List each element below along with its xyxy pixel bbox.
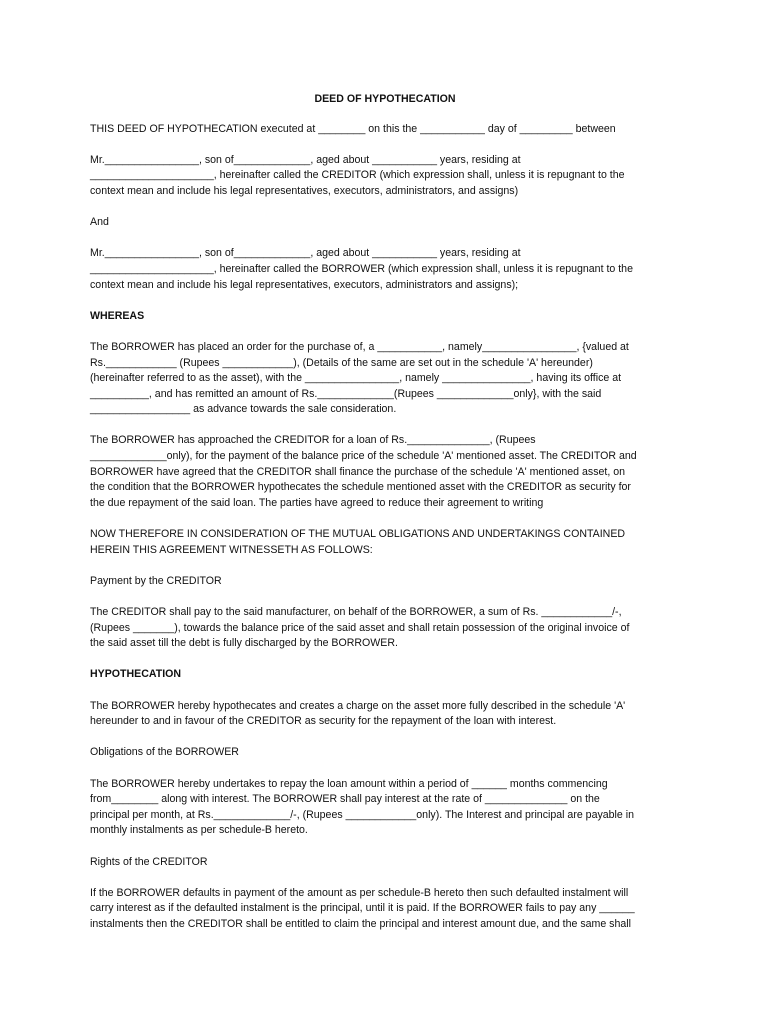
loan-paragraph: The BORROWER has approached the CREDITOR for a loan of Rs.______________, (Rupees _____________only), for the payment of the balance price of the schedule 'A' mentioned asset. The CREDITOR and BORROWER have agreed that the CREDITOR shall finance the purchase of the schedule 'A' mentioned asset, on the condition that the BORROWER hypothecates the schedule mentioned asset with the CREDITOR as security for the due repayment of the said loan. The parties have agreed to reduce their agreement to writing [90,434,637,509]
now-therefore-paragraph: NOW THEREFORE IN CONSIDERATION OF THE MUTUAL OBLIGATIONS AND UNDERTAKINGS CONTAINED HEREIN THIS AGREEMENT WITNESSETH AS FOLLOWS: [90,528,626,556]
hypothecation-heading: HYPOTHECATION [90,668,182,681]
borrower-party-paragraph: Mr.________________, son of_____________, aged about ___________ years, residing at _____________________, hereinafter called the BORROWER (which expression shall, unless it is repugnant to the context mean and include his legal representatives, executors, administrators and assigns); [90,247,633,291]
rights-paragraph: If the BORROWER defaults in payment of the amount as per schedule-B hereto then such defaulted instalment will carry interest as if the defaulted instalment is the principal, until it is paid. If the BORROWER fails to pay any ______ instalments then the CREDITOR shall be entitled to claim the principal and interest amount due, and the same shall [90,886,635,930]
intro-paragraph: THIS DEED OF HYPOTHECATION executed at ________ on this the ___________ day of _________ between [90,122,616,135]
creditor-party-paragraph: Mr.________________, son of_____________, aged about ___________ years, residing at _____________________, hereinafter called the CREDITOR (which expression shall, unless it is repugnant to the context mean and include his legal representatives, executors, administrators, and assigns) [90,153,625,197]
and-separator: And [90,216,109,229]
whereas-heading: WHEREAS [90,309,145,322]
rights-heading: Rights of the CREDITOR [90,855,208,868]
document-page [90,92,680,948]
hypothecation-paragraph: The BORROWER hereby hypothecates and creates a charge on the asset more fully described in the schedule 'A' hereunder to and in favour of the CREDITOR as security for the repayment of the loan with interest. [90,699,626,728]
document-title: DEED OF HYPOTHECATION [314,93,456,105]
order-paragraph: The BORROWER has placed an order for the purchase of, a ___________, namely________________, {valued at Rs.____________ (Rupees ____________), (Details of the same are set out in the schedule 'A' hereunder) (hereinafter referred to as the asset), with the ________________, namely _______________, having its office at __________, and has remitted an amount of Rs._____________(Rupees _____________only}, with the said _________________ as advance towards the sale consideration. [90,340,629,416]
obligations-paragraph: The BORROWER hereby undertakes to repay the loan amount within a period of ______ months commencing from________ along with interest. The BORROWER shall pay interest at the rate of ______________ on the principal per month, at Rs._____________/-, (Rupees ____________only). The Interest and principal are payable in monthly instalments as per schedule-B hereto. [90,777,634,837]
payment-heading: Payment by the CREDITOR [90,574,222,587]
obligations-heading: Obligations of the BORROWER [90,746,239,759]
payment-paragraph: The CREDITOR shall pay to the said manufacturer, on behalf of the BORROWER, a sum of Rs. ____________/-, (Rupees _______), towards the balance price of the said asset and shall retain possession of the original invoice of the said asset till the debt is fully discharged by the BORROWER. [90,606,630,650]
